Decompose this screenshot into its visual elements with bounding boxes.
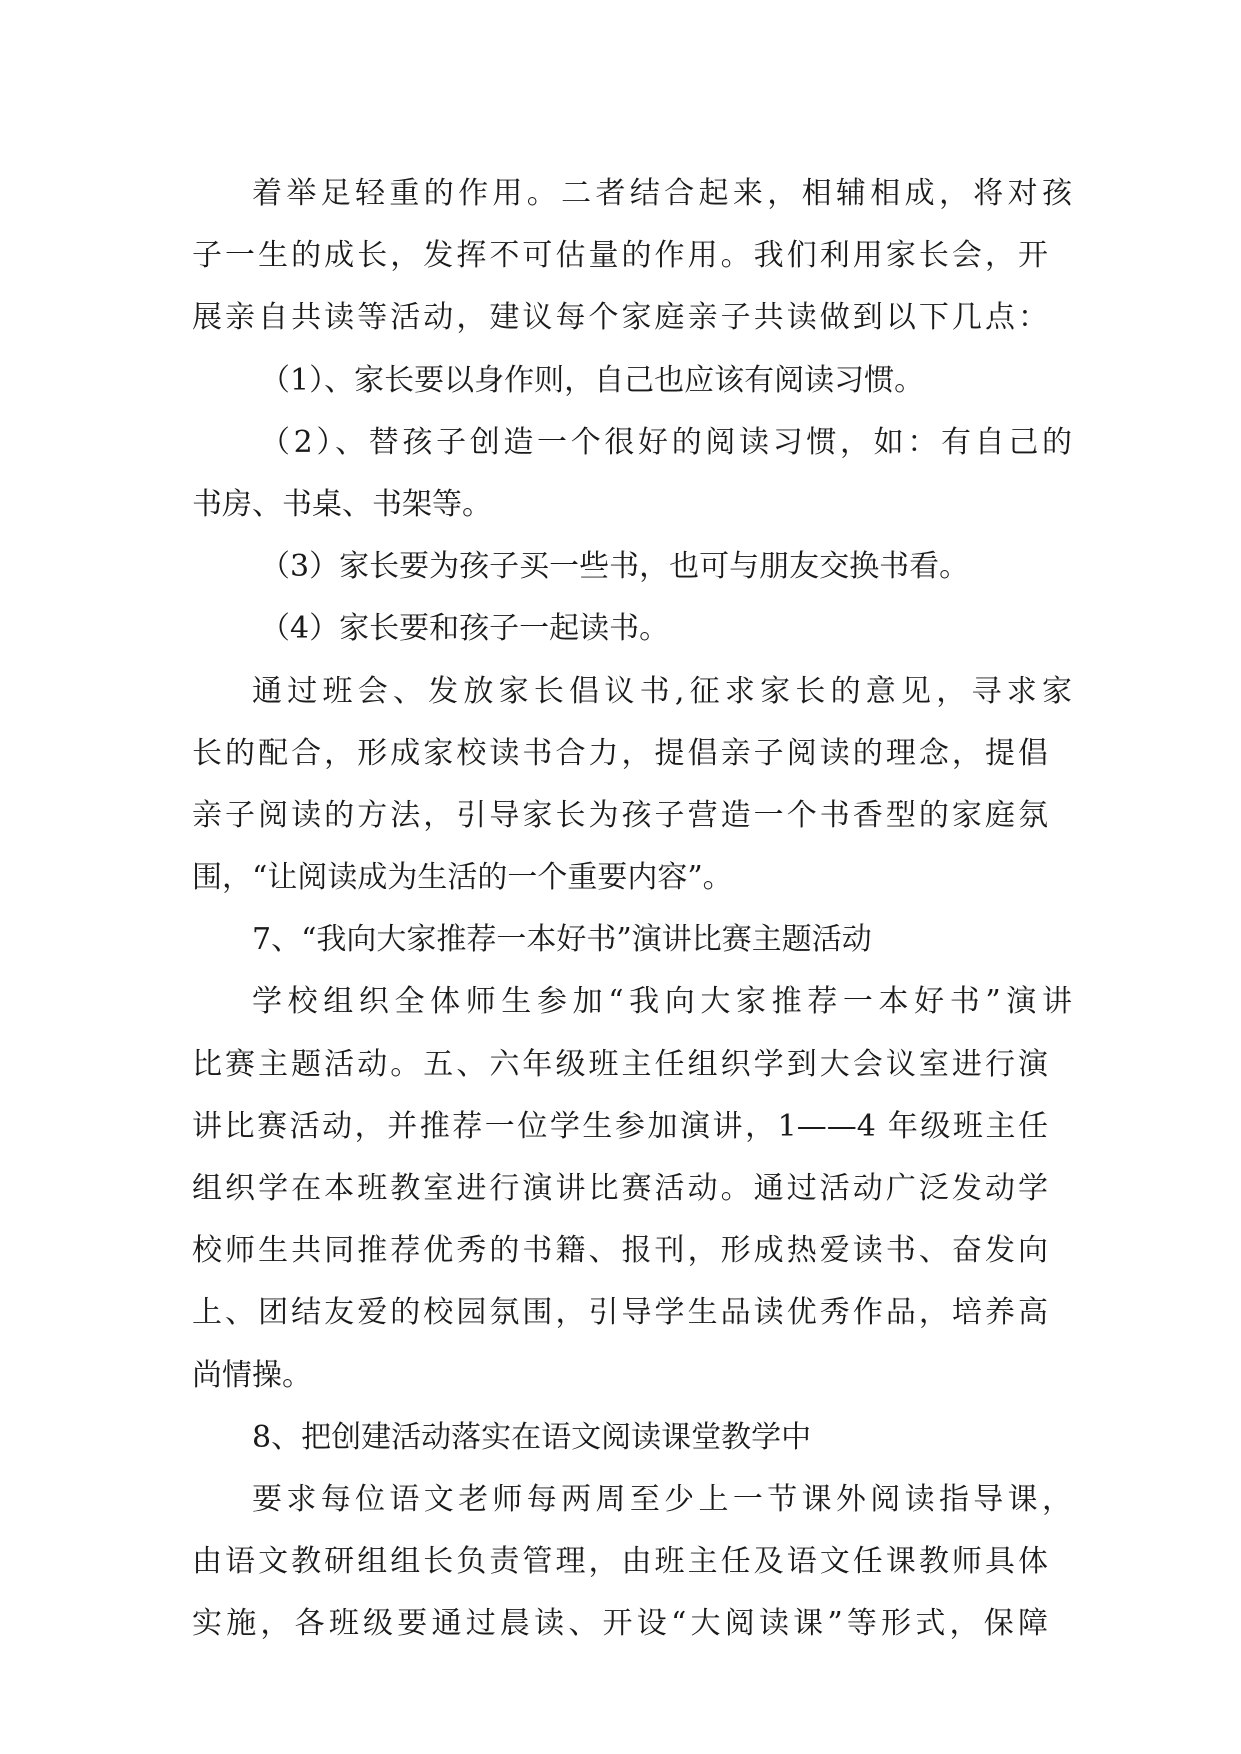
- section-heading: 8、把创建活动落实在语文阅读课堂教学中: [252, 1419, 812, 1455]
- text-line: 比赛主题活动。五、六年级班主任组织学到大会议室进行演: [192, 1046, 1048, 1082]
- text-line: 亲子阅读的方法，引导家长为孩子营造一个书香型的家庭氛: [192, 797, 1048, 833]
- text-line: 围，“让阅读成为生活的一个重要内容”。: [192, 860, 733, 896]
- text-line: 书房、书桌、书架等。: [192, 486, 492, 522]
- text-line: （3）家长要为孩子买一些书，也可与朋友交换书看。: [260, 549, 970, 585]
- text-line: 由语文教研组组长负责管理，由班主任及语文任课教师具体: [192, 1544, 1048, 1580]
- text-line: 要求每位语文老师每两周至少上一节课外阅读指导课，: [252, 1481, 1072, 1517]
- text-line: （1）、家长要以身作则，自己也应该有阅读习惯。: [260, 362, 925, 398]
- section-heading: 7、“我向大家推荐一本好书”演讲比赛主题活动: [252, 922, 872, 958]
- text-line: 长的配合，形成家校读书合力，提倡亲子阅读的理念，提倡: [192, 735, 1048, 771]
- text-line: 子一生的成长，发挥不可估量的作用。我们利用家长会，开: [192, 238, 1048, 274]
- text-line: 着举足轻重的作用。二者结合起来，相辅相成，将对孩: [252, 176, 1072, 211]
- text-line: 上、团结友爱的校园氛围，引导学生品读优秀作品，培养高: [192, 1295, 1048, 1331]
- text-line: 尚情操。: [192, 1357, 312, 1393]
- text-line: 讲比赛活动，并推荐一位学生参加演讲，1——4 年级班主任: [192, 1108, 1048, 1144]
- text-line: 展亲自共读等活动，建议每个家庭亲子共读做到以下几点：: [192, 300, 1048, 336]
- text-line: （2）、替孩子创造一个很好的阅读习惯，如：有自己的: [260, 424, 1072, 460]
- text-line: 学校组织全体师生参加“我向大家推荐一本好书”演讲: [252, 984, 1072, 1020]
- text-line: 通过班会、发放家长倡议书,征求家长的意见，寻求家: [252, 673, 1072, 709]
- text-line: 组织学在本班教室进行演讲比赛活动。通过活动广泛发动学: [192, 1171, 1048, 1206]
- text-line: （4）家长要和孩子一起读书。: [260, 611, 670, 647]
- document-body: [192, 163, 1072, 1656]
- text-line: 校师生共同推荐优秀的书籍、报刊，形成热爱读书、奋发向: [192, 1233, 1048, 1269]
- text-line: 实施，各班级要通过晨读、开设“大阅读课”等形式，保障: [192, 1606, 1048, 1642]
